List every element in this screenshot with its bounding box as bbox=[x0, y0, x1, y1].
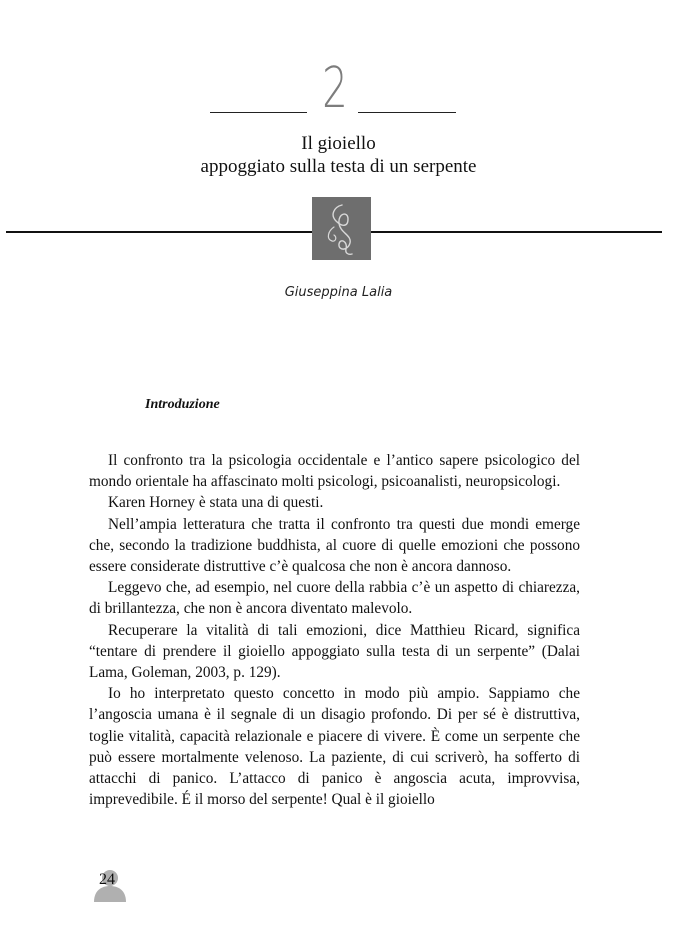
chapter-number-row bbox=[0, 58, 677, 120]
paragraph: Recuperare la vitalità di tali emozioni, dice Matthieu Ricard, significa “tentare di prendere il gioiello appoggiato sulla testa di un serpente” (Dalai Lama, Goleman, 2003, p. 129). bbox=[89, 621, 580, 682]
chapter-title-line-2: appoggiato sulla testa di un serpente bbox=[200, 156, 477, 177]
paragraph: Leggevo che, ad esempio, nel cuore della rabbia c’è un aspetto di chiarezza, di brillantezza, che non è ancora diventato malevolo. bbox=[89, 579, 580, 618]
paragraph: Il confronto tra la psicologia occidentale e l’antico sapere psicologico del mondo orientale ha affascinato molti psicologi, psicoanalisti, neuropsicologi. bbox=[89, 452, 580, 491]
chapter-title-line-1: Il gioiello bbox=[301, 133, 376, 154]
section-heading: Introduzione bbox=[145, 397, 220, 412]
page-footer bbox=[92, 868, 128, 902]
paragraph: Io ho interpretato questo concetto in modo più ampio. Sappiamo che l’angoscia umana è il segnale di un disagio profondo. Di per sé è distruttiva, toglie vitalità, capacità relazionale e piacere di vivere. È come un serpente che può essere mortalmente velenoso. La paziente, di cui scriverò, ha sofferto di attacchi di panico. L’attacco di panico è angoscia acuta, improvvisa, imprevedibile. É il morso del serpente! Qual è il gioiello bbox=[89, 685, 580, 809]
chapter-title bbox=[0, 132, 677, 178]
serpent-emblem-icon bbox=[312, 197, 371, 260]
paragraph: Karen Horney è stata una di questi. bbox=[108, 494, 324, 512]
chapter-rule-left bbox=[210, 112, 307, 113]
chapter-number: 2 bbox=[322, 56, 348, 121]
page-number: 24 bbox=[99, 871, 115, 888]
body-text bbox=[89, 450, 580, 810]
paragraph: Nell’ampia letteratura che tratta il confronto tra questi due mondi emerge che, secondo la tradizione buddhista, al cuore di quelle emozioni che possono essere considerate distruttive c’è qualcosa che non è ancora dannoso. bbox=[89, 515, 580, 576]
author-name: Giuseppina Lalia bbox=[284, 285, 393, 300]
chapter-rule-right bbox=[358, 112, 456, 113]
